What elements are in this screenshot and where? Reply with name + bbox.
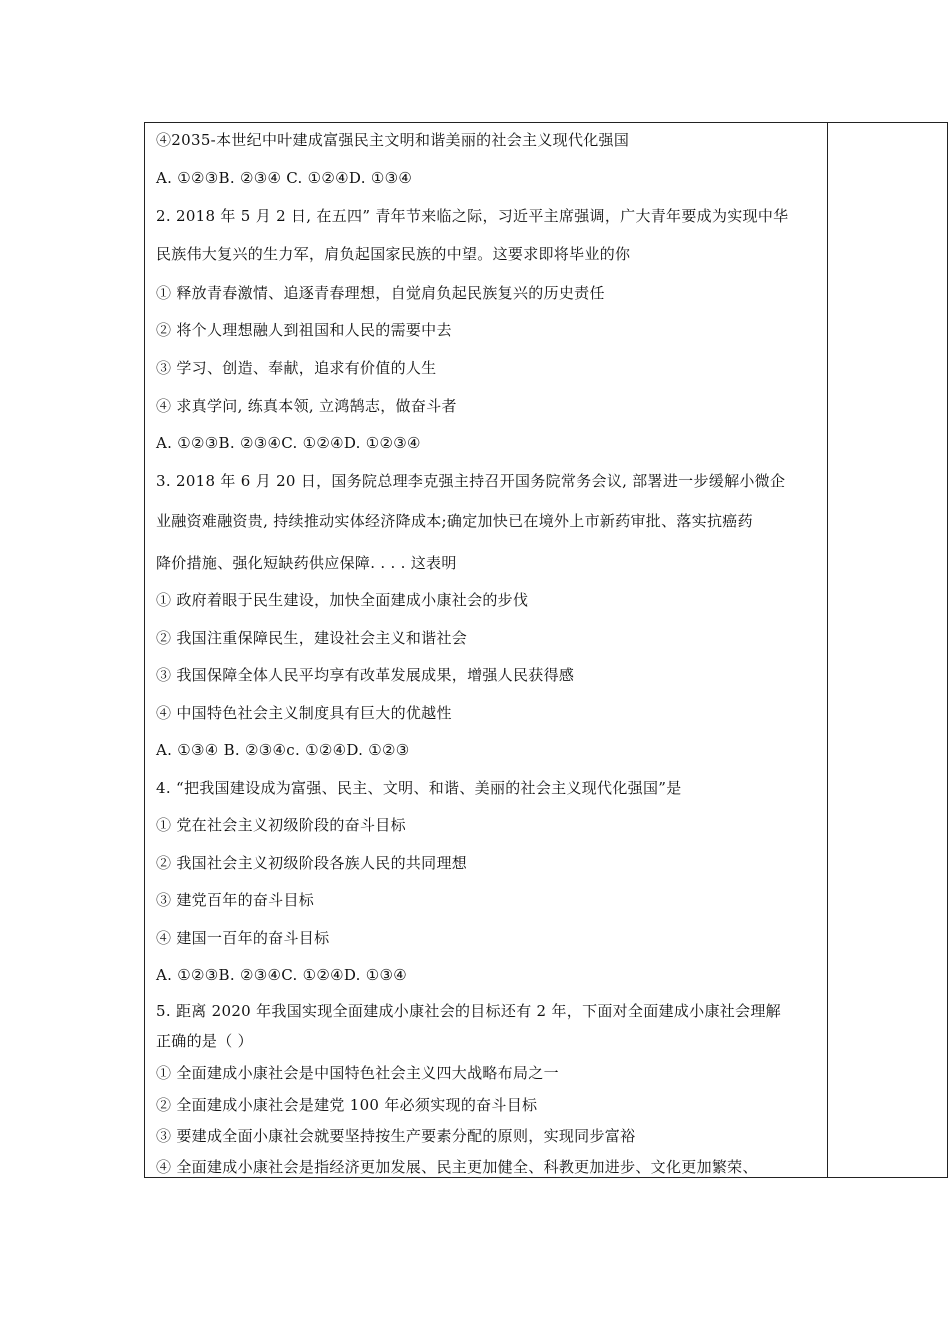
- answer-choices: A. ①③④ B. ②③④c. ①②④D. ①②③: [156, 741, 410, 759]
- option-line: ③ 学习、创造、奉献，追求有价值的人生: [156, 359, 437, 377]
- option-line: ④ 全面建成小康社会是指经济更加发展、民主更加健全、科教更加进步、文化更加繁荣、: [156, 1158, 758, 1176]
- option-line: ④ 中国特色社会主义制度具有巨大的优越性: [156, 704, 452, 722]
- option-line: ④2035-本世纪中叶建成富强民主文明和谐美丽的社会主义现代化强国: [156, 131, 630, 149]
- option-line: ③ 建党百年的奋斗目标: [156, 891, 315, 909]
- option-line: ② 我国社会主义初级阶段各族人民的共同理想: [156, 854, 468, 872]
- answer-choices: A. ①②③B. ②③④ C. ①②④D. ①③④: [156, 169, 413, 187]
- question-stem: 业融资难融资贵, 持续推动实体经济降成本;确定加快已在境外上市新药审批、落实抗癌药: [156, 512, 753, 530]
- option-line: ③ 我国保障全体人民平均享有改革发展成果，增强人民获得感: [156, 666, 575, 684]
- question-stem: 3. 2018 年 6 月 20 日，国务院总理李克强主持召开国务院常务会议, 部署进一步缓解小微企: [156, 472, 786, 490]
- answer-choices: A. ①②③B. ②③④C. ①②④D. ①②③④: [156, 434, 421, 452]
- option-line: ① 释放青春激情、追逐青春理想，自觉肩负起民族复兴的历史责任: [156, 284, 605, 302]
- question-stem: 正确的是（ ）: [156, 1032, 253, 1050]
- empty-side-cell: [828, 123, 947, 1177]
- question-cell: [145, 123, 828, 1177]
- question-stem: 5. 距离 2020 年我国实现全面建成小康社会的目标还有 2 年，下面对全面建成小康社会理解: [156, 1002, 781, 1020]
- option-line: ① 政府着眼于民生建设，加快全面建成小康社会的步伐: [156, 591, 529, 609]
- answer-choices: A. ①②③B. ②③④C. ①②④D. ①③④: [156, 966, 408, 984]
- option-line: ① 全面建成小康社会是中国特色社会主义四大战略布局之一: [156, 1064, 559, 1082]
- option-line: ④ 建国一百年的奋斗目标: [156, 929, 330, 947]
- option-line: ③ 要建成全面小康社会就要坚持按生产要素分配的原则，实现同步富裕: [156, 1127, 636, 1145]
- question-stem: 降价措施、强化短缺药供应保障. . . . 这表明: [156, 554, 457, 572]
- option-line: ② 全面建成小康社会是建党 100 年必须实现的奋斗目标: [156, 1096, 538, 1114]
- option-line: ④ 求真学问, 练真本领, 立鸿鹄志，做奋斗者: [156, 397, 457, 415]
- question-stem: 2. 2018 年 5 月 2 日, 在五四” 青年节来临之际，习近平主席强调，广大青年要成为实现中华: [156, 207, 789, 225]
- question-stem: 民族伟大复兴的生力军，肩负起国家民族的中望。这要求即将毕业的你: [156, 245, 631, 263]
- question-stem: 4. “把我国建设成为富强、民主、文明、和谐、美丽的社会主义现代化强国”是: [156, 779, 682, 797]
- option-line: ② 将个人理想融人到祖国和人民的需要中去: [156, 321, 452, 339]
- option-line: ① 党在社会主义初级阶段的奋斗目标: [156, 816, 406, 834]
- option-line: ② 我国注重保障民生，建设社会主义和谐社会: [156, 629, 468, 647]
- document-table: [144, 122, 948, 1178]
